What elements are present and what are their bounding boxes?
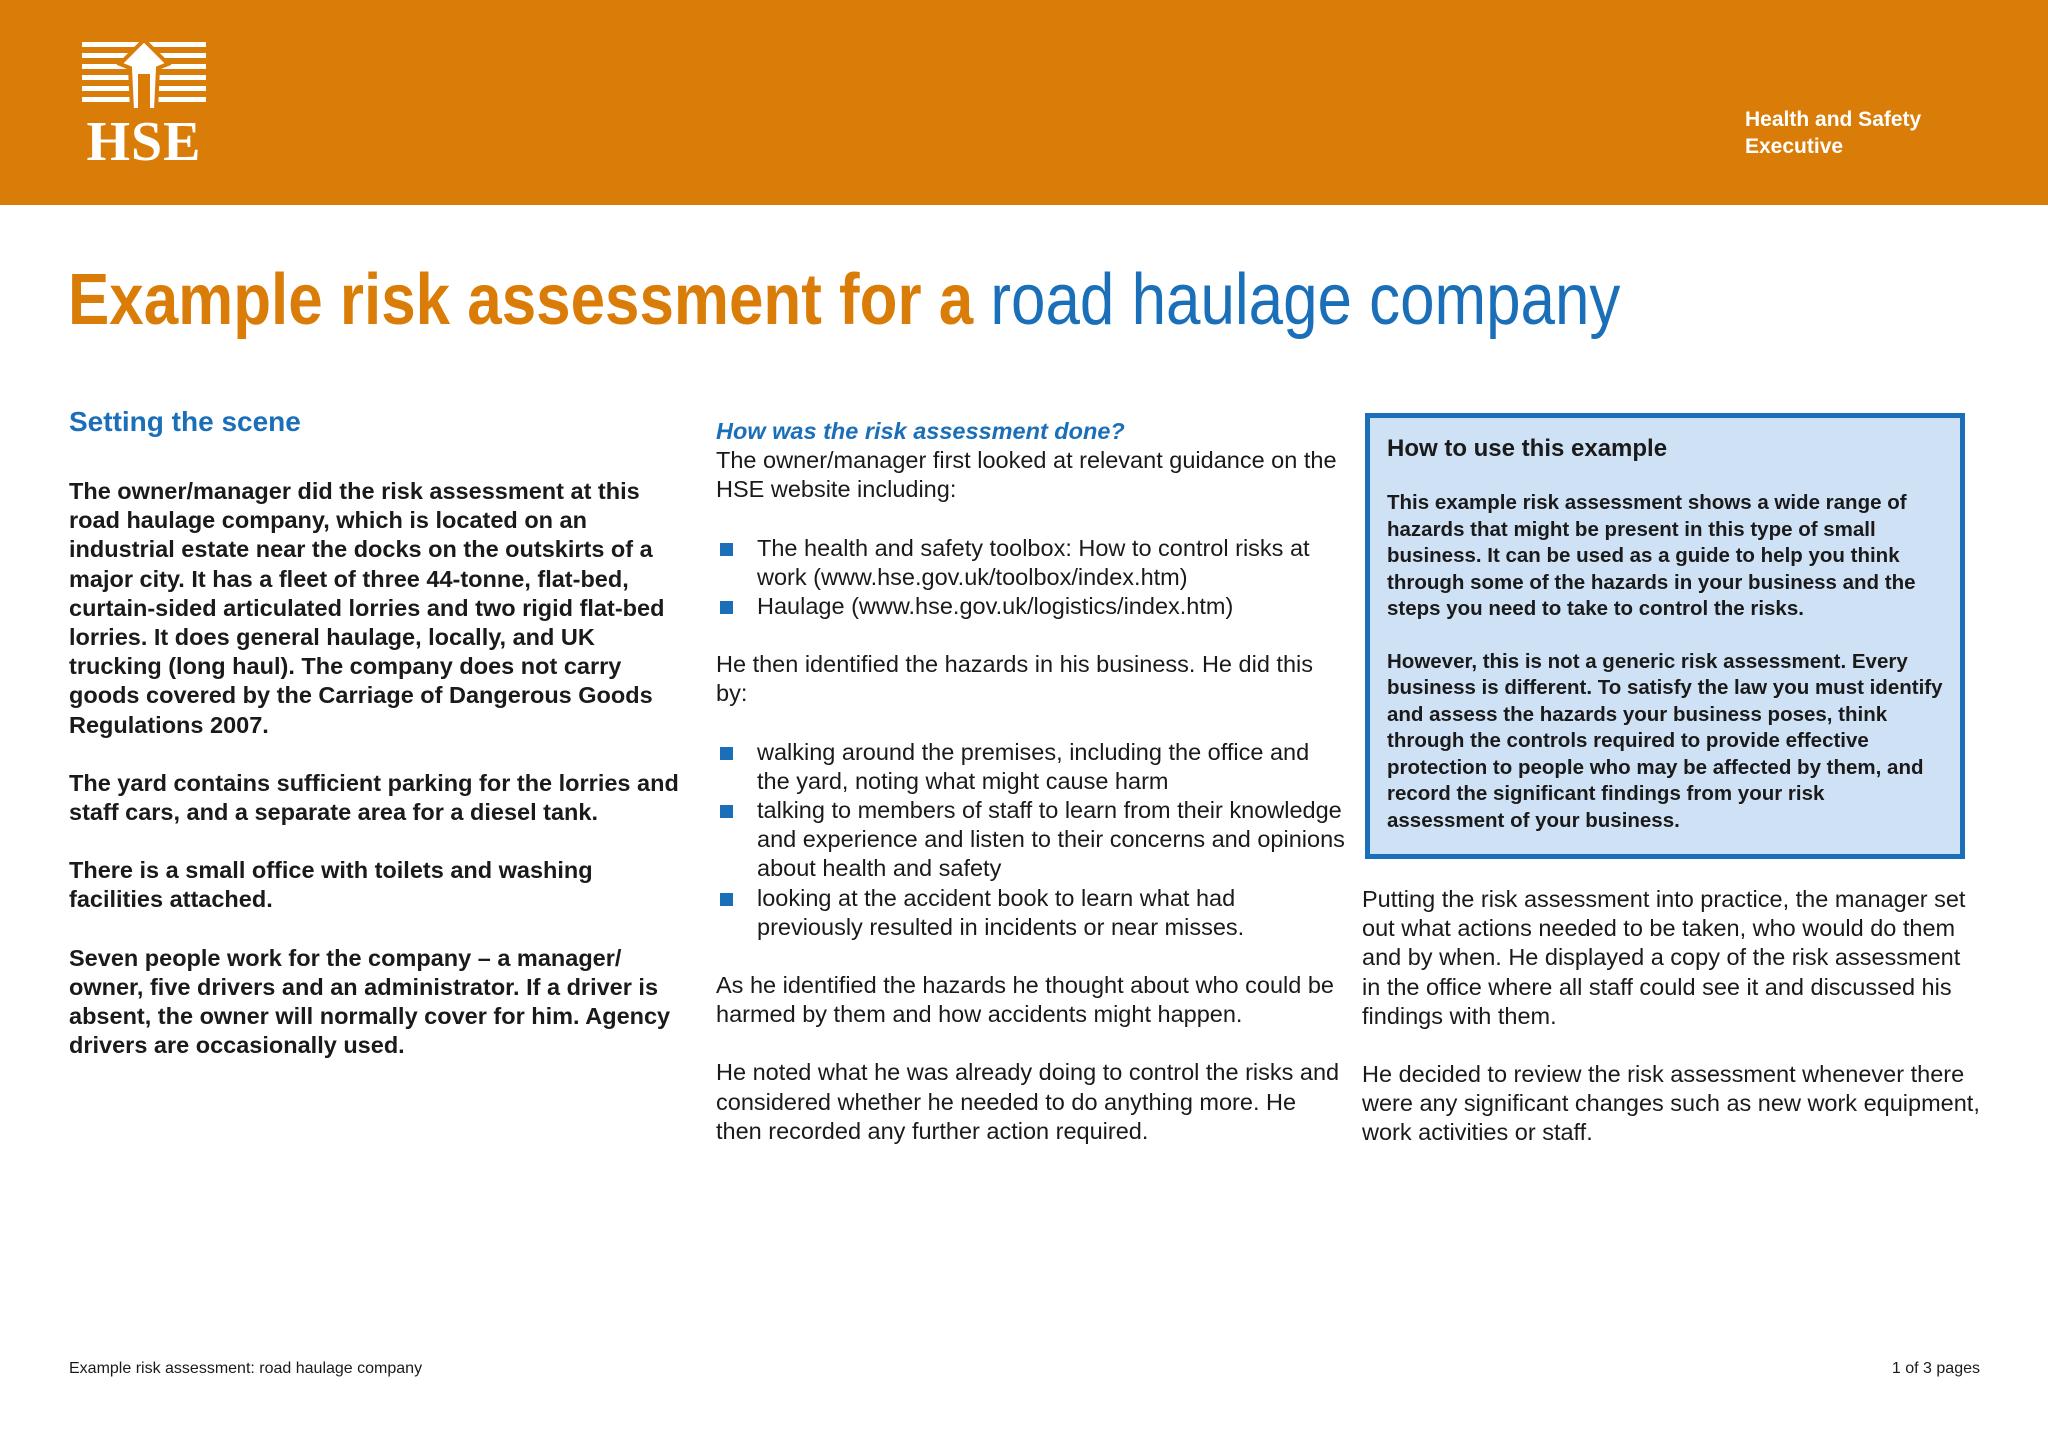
how-done-heading: How was the risk assessment done? — [716, 418, 1125, 444]
hazards-intro: He then identified the hazards in his business. He did this by: — [716, 651, 1313, 707]
list-item: Haulage (www.hse.gov.uk/logistics/index.htm) — [716, 592, 1346, 621]
hse-logo-icon — [80, 38, 208, 114]
hse-logo — [80, 38, 208, 173]
page-title — [68, 255, 1620, 345]
footer-page-number: 1 of 3 pages — [1891, 1360, 1980, 1377]
middle-paragraph: He noted what he was already doing to control the risks and considered whether he needed to do anything more. He then recorded any further action required. — [716, 1059, 1340, 1144]
right-paragraph: Putting the risk assessment into practice, the manager set out what actions needed to be taken, who would do them and by when. He displayed a copy of the risk assessment in the office where all staff could see it and discussed his findings with them. — [1362, 886, 1966, 1029]
guidance-intro: The owner/manager first looked at relevant guidance on the HSE website including: — [716, 447, 1337, 503]
list-item: looking at the accident book to learn what had previously resulted in incidents or near misses. — [716, 884, 1346, 942]
right-paragraph: He decided to review the risk assessment whenever there were any significant changes such as new work equipment, work activities or staff. — [1362, 1061, 1980, 1146]
organisation-name — [1745, 106, 1921, 160]
setting-the-scene-heading: Setting the scene — [69, 406, 301, 437]
hse-logo-text: HSE — [86, 111, 202, 173]
box-paragraph: However, this is not a generic risk assessment. Every business is different. To satisfy the law you must identify and assess the hazards your business poses, think through the controls required to provide effective protection to people who may be affected by them, and record the significant findings from your risk assessment of your business. — [1387, 649, 1943, 832]
header-banner — [0, 0, 2048, 205]
scene-paragraph: The owner/manager did the risk assessment at this road haulage company, which is located on an industrial estate near the docks on the outskirts of a major city. It has a fleet of three 44-tonne, flat-bed, curtain-sided articulated lorries and two rigid flat-bed lorries. It does general haulage, locally, and UK trucking (long haul). The company does not carry goods covered by the Carriage of Dangerous Goods Regulations 2007. — [69, 478, 665, 738]
list-item: The health and safety toolbox: How to control risks at work (www.hse.gov.uk/toolbox/index.htm) — [716, 534, 1346, 592]
scene-paragraph: There is a small office with toilets and washing facilities attached. — [69, 857, 593, 913]
organisation-name-line2: Executive — [1745, 135, 1844, 158]
scene-paragraph: Seven people work for the company – a manager/ owner, five drivers and an administrator. If a driver is absent, the owner will normally cover for him. Agency drivers are occasionally used. — [69, 944, 671, 1059]
scene-paragraph: The yard contains sufficient parking for the lorries and staff cars, and a separate area for a diesel tank. — [69, 769, 679, 826]
footer-document-title: Example risk assessment: road haulage company — [69, 1360, 423, 1377]
guidance-list — [716, 534, 1346, 622]
middle-column — [716, 417, 1346, 1175]
box-paragraph: This example risk assessment shows a wide range of hazards that might be present in this type of small business. It can be used as a guide to help you think through some of the hazards in your business and the steps you need to take to control the risks. — [1387, 491, 1916, 620]
list-item: talking to members of staff to learn from their knowledge and experience and listen to their concerns and opinions about health and safety — [716, 796, 1346, 884]
list-item: walking around the premises, including the office and the yard, noting what might cause harm — [716, 738, 1346, 796]
organisation-name-line1: Health and Safety — [1745, 108, 1922, 131]
how-to-use-box — [1365, 413, 1965, 859]
left-column — [69, 403, 689, 1089]
right-column — [1362, 885, 1982, 1177]
middle-paragraph: As he identified the hazards he thought about who could be harmed by them and how accidents might happen. — [716, 972, 1334, 1028]
page-title-part2: road haulage company — [990, 260, 1621, 340]
how-to-use-heading: How to use this example — [1387, 435, 1668, 462]
methods-list — [716, 738, 1346, 942]
page-title-part1: Example risk assessment for a — [68, 260, 974, 340]
